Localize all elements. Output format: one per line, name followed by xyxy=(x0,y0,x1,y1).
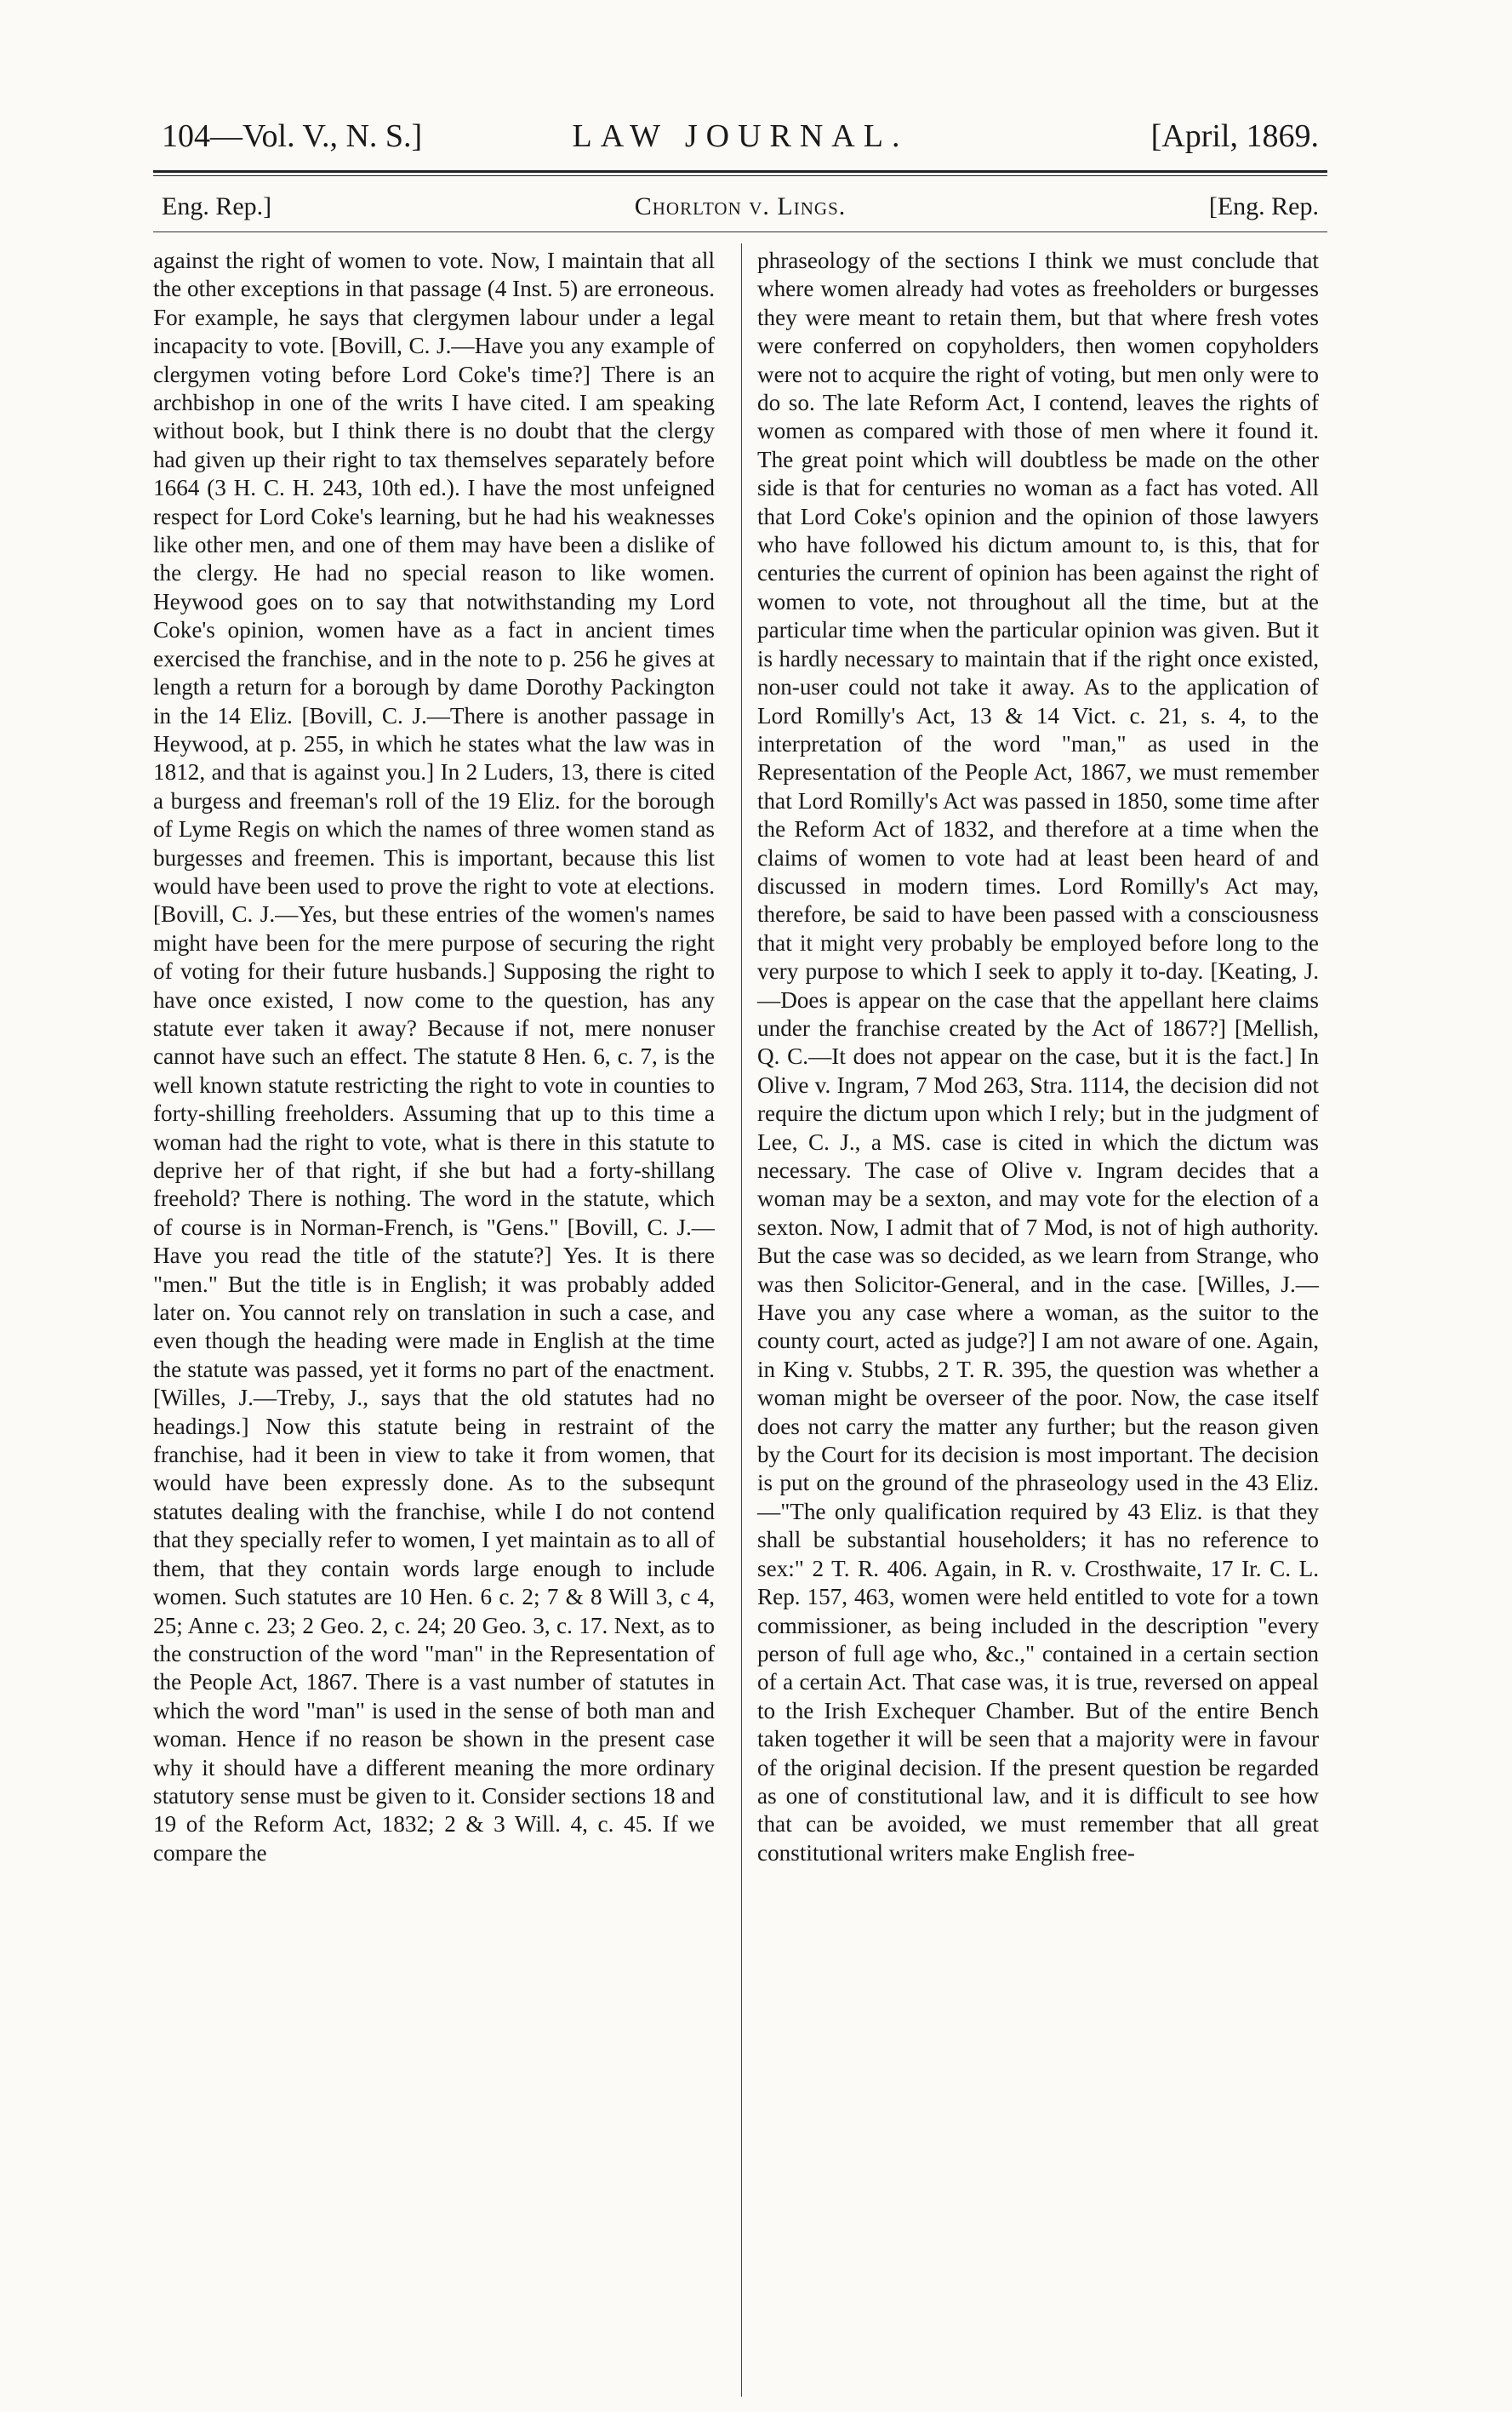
header-rule xyxy=(153,231,1327,232)
report-label-left: Eng. Rep.] xyxy=(162,192,272,220)
right-column xyxy=(757,247,1319,1867)
left-column-text: against the right of women to vote. Now, I maintain that all the other exceptions in that passage (4 Inst. 5) are erroneous. For example, he says that clergymen labour under a legal incapacity to vote. [Bovill, C. J.—Have you any example of clergymen voting before Lord Coke's time?] There is an archbishop in one of the writs I have cited. I am speaking without book, but I think there is no doubt that the clergy had given up their right to tax themselves separately before 1664 (3 H. C. H. 243, 10th ed.). I have the most unfeigned respect for Lord Coke's learning, but he had his weaknesses like other men, and one of them may have been a dislike of the clergy. He had no special reason to like women. Heywood goes on to say that notwithstanding my Lord Coke's opinion, women have as a fact in ancient times exercised the franchise, and in the note to p. 256 he gives at length a return for a borough by dame Dorothy Packington in the 14 Eliz. [Bovill, C. J.—There is another passage in Heywood, at p. 255, in which he states what the law was in 1812, and that is against you.] In 2 Luders, 13, there is cited a burgess and freeman's roll of the 19 Eliz. for the borough of Lyme Regis on which the names of three women stand as burgesses and freemen. This is important, because this list would have been used to prove the right to vote at elections. [Bovill, C. J.—Yes, but these entries of the women's names might have been for the mere purpose of securing the right of voting for their future husbands.] Supposing the right to have once existed, I now come to the question, has any statute ever taken it away? Because if not, mere nonuser cannot have such an effect. The statute 8 Hen. 6, c. 7, is the well known statute restricting the right to vote in counties to forty-shilling freeholders. Assuming that up to this time a woman had the right to vote, what is there in this statute to deprive her of that right, if she but had a forty-shillang freehold? There is nothing. The word in the statute, which of course is in Norman-French, is "Gens." [Bovill, C. J.—Have you read the title of the statute?] Yes. It is there "men." But the title is in English; it was probably added later on. You cannot rely on translation in such a case, and even though the heading were made in English at the time the statute was passed, yet it forms no part of the enactment. [Willes, J.—Treby, J., says that the old statutes had no headings.] Now this statute being in restraint of the franchise, had it been in view to take it from women, that would have been expressly done. As to the subsequnt statutes dealing with the franchise, while I do not contend that they specially refer to women, I yet maintain as to all of them, that they contain words large enough to include women. Such statutes are 10 Hen. 6 c. 2; 7 & 8 Will 3, c 4, 25; Anne c. 23; 2 Geo. 2, c. 24; 20 Geo. 3, c. 17. Next, as to the construction of the word "man" in the Representation of the People Act, 1867. There is a vast number of statutes in which the word "man" is used in the sense of both man and woman. Hence if no reason be shown in the present case why it should have a different meaning the more ordinary statutory sense must be given to it. Consider sections 18 and 19 of the Reform Act, 1832; 2 & 3 Will. 4, c. 45. If we compare the xyxy=(153,248,715,1866)
journal-title: LAW JOURNAL. xyxy=(572,118,909,154)
header-double-rule xyxy=(153,170,1327,176)
issue-date: [April, 1869. xyxy=(1150,118,1319,154)
page-number-volume: 104—Vol. V., N. S.] xyxy=(162,118,423,154)
case-header xyxy=(145,187,1336,230)
body-columns xyxy=(145,238,1336,2332)
report-label-right: [Eng. Rep. xyxy=(1208,192,1319,220)
right-column-text: phraseology of the sections I think we must conclude that where women already had votes as freeholders or burgesses they were meant to retain them, but that where fresh votes were conferred on copyholders, then women copyholders were not to acquire the right of voting, but men only were to do so. The late Reform Act, I contend, leaves the rights of women as compared with those of men where it found it. The great point which will doubtless be made on the other side is that for centuries no woman as a fact has voted. All that Lord Coke's opinion and the opinion of those lawyers who have followed his dictum amount to, is this, that for centuries the current of opinion has been against the right of women to vote, not throughout all the time, but at the particular time when the particular opinion was given. But it is hardly necessary to maintain that if the right once existed, non-user could not take it away. As to the application of Lord Romilly's Act, 13 & 14 Vict. c. 21, s. 4, to the interpretation of the word "man," as used in the Representation of the People Act, 1867, we must remember that Lord Romilly's Act was passed in 1850, some time after the Reform Act of 1832, and therefore at a time when the claims of women to vote had at least been heard of and discussed in modern times. Lord Romilly's Act may, therefore, be said to have been passed with a consciousness that it might very probably be employed before long to the very purpose to which I seek to apply it to-day. [Keating, J.—Does is appear on the case that the appellant here claims under the franchise created by the Act of 1867?] [Mellish, Q. C.—It does not appear on the case, but it is the fact.] In Olive v. Ingram, 7 Mod 263, Stra. 1114, the decision did not require the dictum upon which I rely; but in the judgment of Lee, C. J., a MS. case is cited in which the dictum was necessary. The case of Olive v. Ingram decides that a woman may be a sexton, and may vote for the election of a sexton. Now, I admit that of 7 Mod, is not of high authority. But the case was so decided, as we learn from Strange, who was then Solicitor-General, and in the case. [Willes, J.—Have you any case where a woman, as the suitor to the county court, acted as judge?] I am not aware of one. Again, in King v. Stubbs, 2 T. R. 395, the question was whether a woman might be overseer of the poor. Now, the case itself does not carry the matter any further; but the reason given by the Court for its decision is most important. The decision is put on the ground of the phraseology used in the 43 Eliz.—"The only qualification required by 43 Eliz. is that they shall be substantial householders; it has no reference to sex:" 2 T. R. 406. Again, in R. v. Crosthwaite, 17 Ir. C. L. Rep. 157, 463, women were held entitled to vote for a town commissioner, as being included in the description "every person of full age who, &c.," contained in a certain section of a certain Act. That case was, it is true, reversed on appeal to the Irish Exchequer Chamber. But of the entire Bench taken together it will be seen that a majority were in favour of the original decision. If the present question be regarded as one of constitutional law, and it is difficult to see how that can be avoided, we must remember that all great constitutional writers make English free- xyxy=(757,248,1319,1866)
column-divider xyxy=(741,243,742,2397)
case-name: Chorlton v. Lings. xyxy=(634,192,847,220)
left-column xyxy=(153,247,715,1867)
running-head xyxy=(145,102,1336,153)
journal-page xyxy=(145,102,1336,2332)
